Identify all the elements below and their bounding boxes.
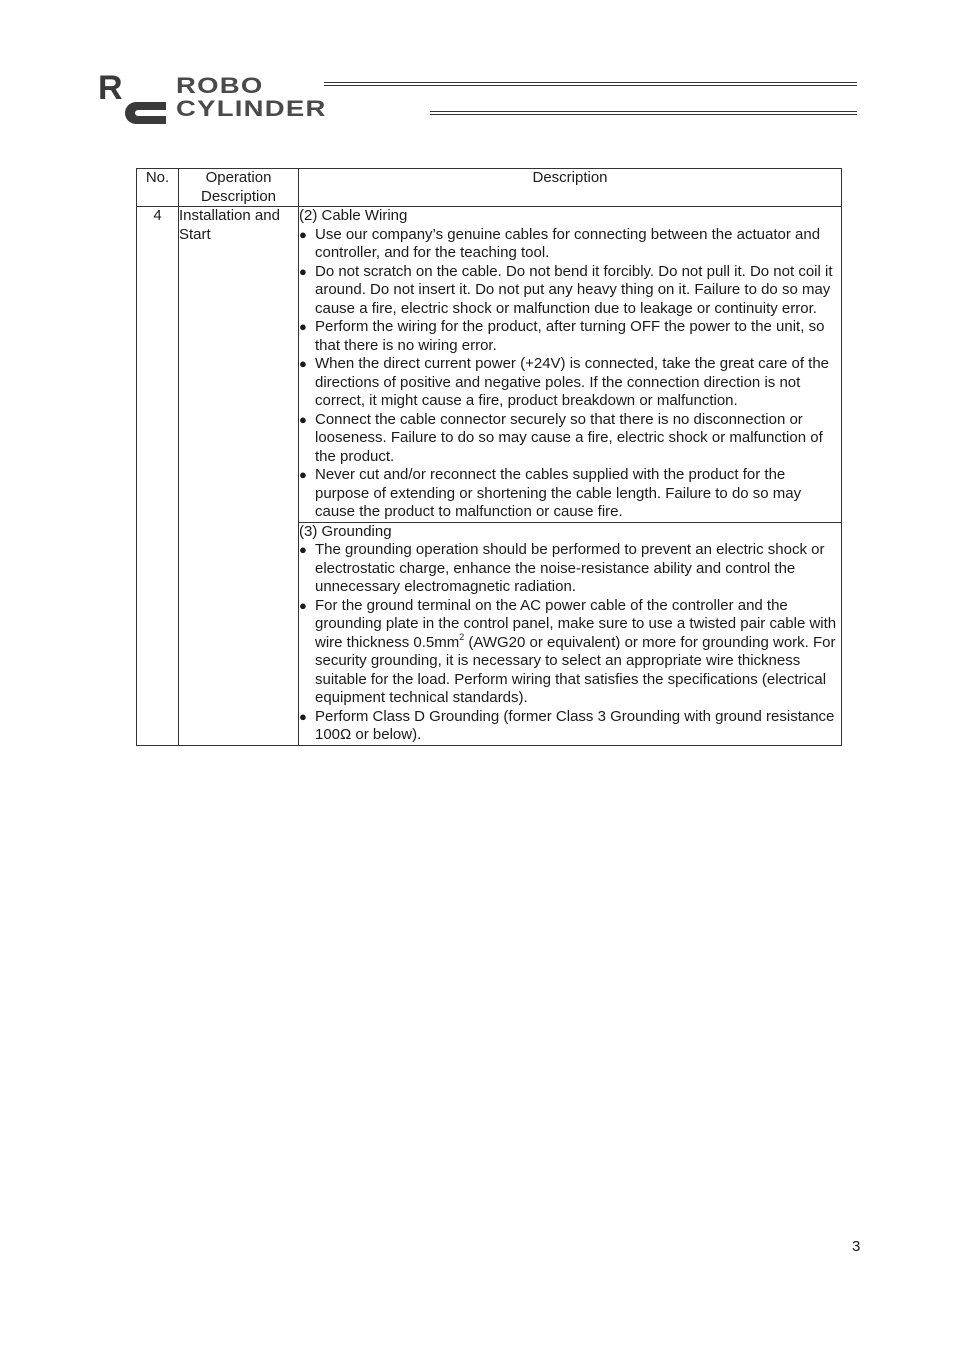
list-item-text: When the direct current power (+24V) is connected, take the great care of the directions of positive and negative poles. If the connection direction is not correct, it might cause a fire, product breakdown or malfunction. <box>315 355 830 409</box>
bullet-icon: ● <box>299 356 307 371</box>
list-item <box>299 411 841 467</box>
list-item <box>299 597 841 708</box>
header-operation-description <box>179 169 299 207</box>
header-rule-top-1 <box>324 82 857 83</box>
table-header-row <box>137 169 842 207</box>
list-item-text: Perform the wiring for the product, after turning OFF the power to the unit, so that there is no wiring error. <box>315 318 825 354</box>
operation-table <box>136 168 842 746</box>
list-item-text: (AWG20 or equivalent) or more for grounding work. For security grounding, it is necessary to select an appropriate wire thickness suitable for the load. Perform wiring that satisfies the specifications (electrical equipment technical standards). <box>315 633 836 706</box>
section-title: (2) Cable Wiring <box>299 207 408 224</box>
list-item-text: The grounding operation should be performed to prevent an electric shock or electrostatic charge, enhance the noise-resistance ability and control the unnecessary electromagnetic radiation. <box>315 541 825 595</box>
list-item <box>299 226 841 263</box>
rc-logo-mark <box>96 72 172 124</box>
list-item <box>299 318 841 355</box>
bullet-icon: ● <box>299 411 307 427</box>
header-rule-top-2 <box>324 85 857 86</box>
list-item-text: Use our company’s genuine cables for connecting between the actuator and controller, and for the teaching tool. <box>315 225 821 261</box>
cable-wiring-list <box>299 226 841 522</box>
section-title: (3) Grounding <box>299 522 392 540</box>
header-rule-bottom-1 <box>430 111 857 112</box>
logo-word-cylinder: CYLINDER <box>176 96 327 121</box>
list-item <box>299 263 841 319</box>
bullet-icon: ● <box>299 467 307 482</box>
list-item-text: Connect the cable connector securely so that there is no disconnection or looseness. Failure to do so may cause a fire, electric shock or malfunction of the product. <box>315 410 823 465</box>
header-rule-bottom-2 <box>430 114 857 115</box>
bullet-icon: ● <box>299 263 307 279</box>
grounding-list <box>299 541 841 745</box>
cable-wiring-cell <box>299 207 842 523</box>
header-description: Description <box>299 169 842 207</box>
list-item <box>299 355 841 411</box>
list-item <box>299 541 841 597</box>
logo-mark-letter-r: R <box>98 72 123 107</box>
row-operation: Installation and Start <box>179 207 299 746</box>
list-item <box>299 708 841 745</box>
list-item-text: Never cut and/or reconnect the cables supplied with the product for the purpose of extending or shortening the cable length. Failure to do so may cause the product to malfunction or cause fire. <box>315 466 802 520</box>
list-item-text: Do not scratch on the cable. Do not bend it forcibly. Do not pull it. Do not coil it around. Do not insert it. Do not put any heavy thing on it. Failure to do so may cause a fire, electric shock or malfunction due to leakage or continuity error. <box>315 262 833 317</box>
page-number: 3 <box>852 1238 861 1255</box>
row-number: 4 <box>137 207 179 746</box>
bullet-icon: ● <box>299 226 307 242</box>
table-row <box>137 207 842 523</box>
logo-word-robo: ROBO <box>176 73 264 98</box>
logo-mark-letter-c <box>125 102 166 124</box>
header-operation-description-text: Operation Description <box>200 169 277 205</box>
robo-cylinder-logo <box>96 72 858 124</box>
grounding-cell <box>299 522 842 745</box>
list-item-text: For the ground terminal on the AC power cable of the controller and the grounding plate in the control panel, make sure to use a twisted pair cable with wire thickness 0.5mm <box>315 596 837 651</box>
bullet-icon: ● <box>299 319 307 334</box>
list-item <box>299 466 841 522</box>
bullet-icon: ● <box>299 542 307 557</box>
superscript: 2 <box>459 631 465 642</box>
bullet-icon: ● <box>299 597 307 613</box>
header-no: No. <box>137 169 179 207</box>
bullet-icon: ● <box>299 708 307 724</box>
list-item-text: Perform Class D Grounding (former Class 3 Grounding with ground resistance 100Ω or below). <box>315 707 835 743</box>
